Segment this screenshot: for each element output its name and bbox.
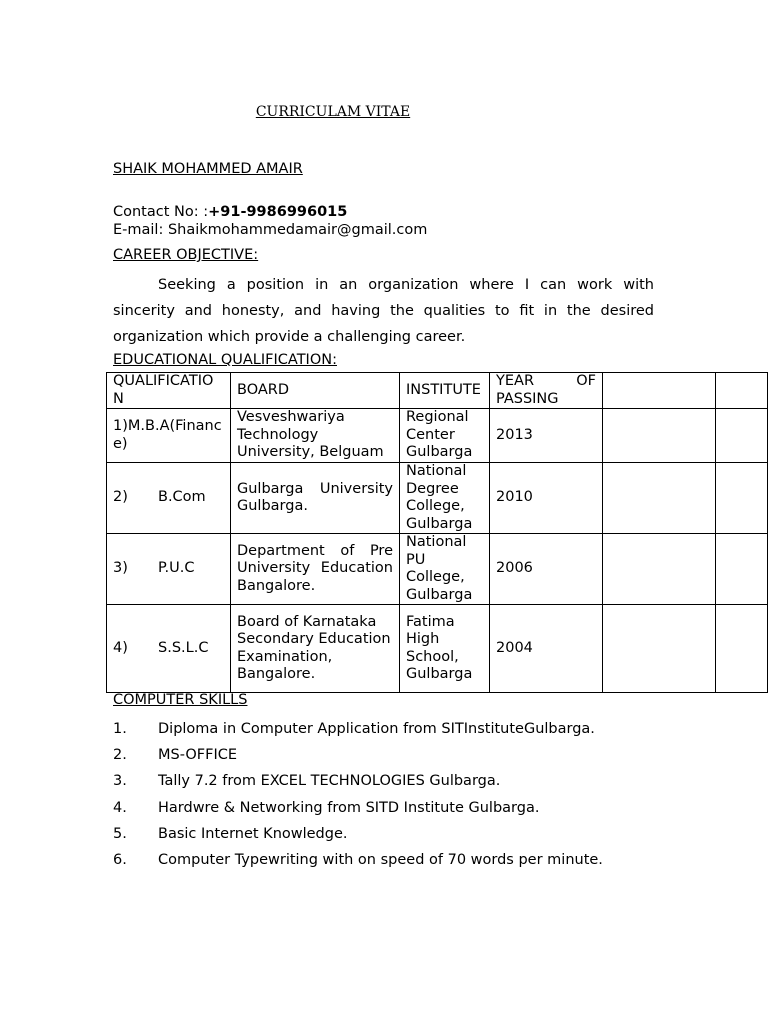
table-row [107, 605, 768, 693]
table-header-row [107, 373, 768, 409]
board-cell: Vesveshwariya Technology University, Belguam [231, 409, 400, 463]
computer-skills-heading: COMPUTER SKILLS [113, 692, 248, 708]
candidate-name: SHAIK MOHAMMED AMAIR [113, 161, 303, 177]
empty-cell [603, 605, 716, 693]
list-item-number: 4. [113, 799, 127, 816]
institute-cell: Fatima High School, Gulbarga [400, 605, 490, 693]
education-table [106, 372, 768, 693]
contact-label: Contact No: : [113, 204, 209, 220]
list-item [113, 795, 673, 821]
empty-cell [716, 373, 768, 409]
list-item-text: Tally 7.2 from EXCEL TECHNOLOGIES Gulbarga. [158, 773, 501, 790]
qualification-name: M.B.A(Finance) [113, 418, 222, 452]
empty-cell [603, 409, 716, 463]
board-cell: Gulbarga University Gulbarga. [231, 463, 400, 534]
empty-cell [603, 373, 716, 409]
list-item-number: 6. [113, 851, 127, 868]
qualification-name: P.U.C [158, 560, 195, 577]
header-board: BOARD [231, 373, 400, 409]
table-row [107, 534, 768, 605]
empty-cell [716, 534, 768, 605]
header-institute: INSTITUTE [400, 373, 490, 409]
list-item-number: 5. [113, 825, 127, 842]
empty-cell [716, 605, 768, 693]
contact-number: +91-9986996015 [208, 204, 348, 220]
list-item [113, 768, 673, 794]
qualification-name: B.Com [158, 489, 206, 506]
list-item [113, 716, 673, 742]
year-cell: 2006 [490, 534, 603, 605]
list-item [113, 821, 673, 847]
empty-cell [716, 463, 768, 534]
list-item [113, 847, 673, 873]
career-objective-text: Seeking a position in an organization where I can work with sincerity and honesty, and having the qualities to fit in the desired organization which provide a challenging career. [113, 277, 654, 345]
qualification-number: 4) [113, 639, 128, 656]
education-heading: EDUCATIONAL QUALIFICATION: [113, 352, 337, 368]
skills-list [113, 716, 673, 873]
list-item-number: 2. [113, 747, 127, 764]
year-cell: 2004 [490, 605, 603, 693]
empty-cell [716, 409, 768, 463]
qualification-cell [107, 463, 231, 534]
qualification-name: S.S.L.C [158, 639, 209, 656]
qualification-number: 2) [113, 489, 128, 506]
contact-line [113, 204, 347, 220]
empty-cell [603, 463, 716, 534]
qualification-number: 3) [113, 560, 128, 577]
career-objective-heading: CAREER OBJECTIVE: [113, 247, 259, 263]
institute-cell: National Degree College, Gulbarga [400, 463, 490, 534]
qualification-cell [107, 534, 231, 605]
table-row [107, 409, 768, 463]
list-item-text: Basic Internet Knowledge. [158, 825, 348, 842]
qualification-cell [107, 605, 231, 693]
list-item-text: Diploma in Computer Application from SITInstituteGulbarga. [158, 721, 595, 737]
list-item-text: Hardwre & Networking from SITD Institute Gulbarga. [158, 799, 540, 816]
header-year: YEAR OF PASSING [490, 373, 603, 409]
institute-cell: Regional Center Gulbarga [400, 409, 490, 463]
header-qualification: QUALIFICATION [107, 373, 231, 409]
institute-cell: National PU College, Gulbarga [400, 534, 490, 605]
list-item-text: MS-OFFICE [158, 747, 238, 764]
board-cell: Board of Karnataka Secondary Education Examination, Bangalore. [231, 605, 400, 693]
board-cell: Department of Pre University Education Bangalore. [231, 534, 400, 605]
list-item-number: 1. [113, 721, 127, 737]
list-item-number: 3. [113, 773, 127, 790]
qualification-number: 1) [113, 418, 128, 434]
year-cell: 2010 [490, 463, 603, 534]
empty-cell [603, 534, 716, 605]
list-item [113, 742, 673, 768]
qualification-cell [107, 409, 231, 463]
year-cell: 2013 [490, 409, 603, 463]
table-row [107, 463, 768, 534]
document-title: CURRICULAM VITAE [255, 104, 411, 120]
email-line: E-mail: Shaikmohammedamair@gmail.com [113, 222, 428, 238]
list-item-text: Computer Typewriting with on speed of 70 words per minute. [158, 851, 603, 868]
